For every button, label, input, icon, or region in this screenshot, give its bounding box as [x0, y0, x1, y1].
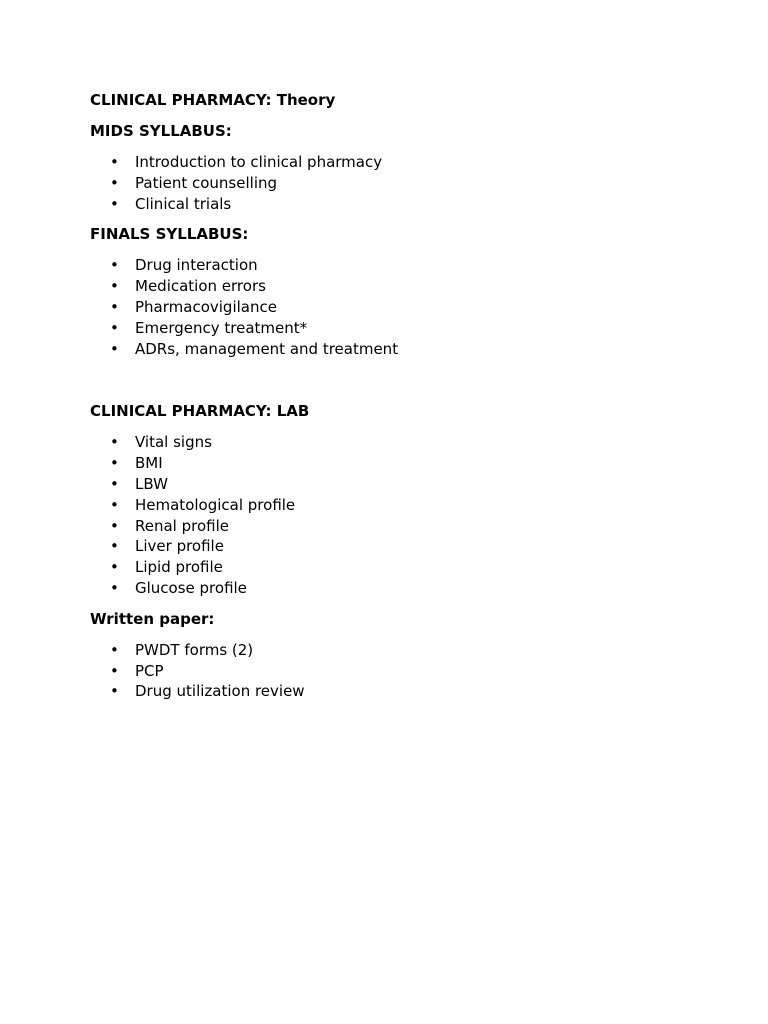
lab-title: CLINICAL PHARMACY: LAB — [90, 402, 310, 421]
list-item-text: Introduction to clinical pharmacy — [135, 153, 383, 171]
bullet-icon: • — [110, 537, 119, 556]
list-item-text: Hematological profile — [135, 495, 296, 514]
list-item-text: Clinical trials — [135, 194, 232, 213]
mids-syllabus-heading: MIDS SYLLABUS: — [90, 122, 232, 140]
list-item — [90, 474, 690, 495]
list-item-text: LBW — [135, 474, 168, 493]
list-item-text: Drug interaction — [135, 256, 258, 275]
list-item — [90, 432, 690, 453]
list-item — [90, 536, 690, 557]
bullet-icon: • — [110, 339, 119, 358]
section-spacer — [90, 369, 690, 401]
bullet-icon: • — [110, 578, 119, 597]
list-item — [90, 152, 690, 173]
list-item-text: Emergency treatment* — [135, 318, 308, 337]
list-item-text: Renal profile — [135, 516, 229, 535]
written-paper-list — [90, 640, 690, 702]
list-item — [90, 681, 690, 702]
list-item — [90, 339, 690, 360]
bullet-icon: • — [110, 474, 119, 493]
list-item — [90, 297, 690, 318]
mids-syllabus-list — [90, 152, 690, 214]
bullet-icon: • — [110, 277, 119, 296]
bullet-icon: • — [110, 558, 119, 577]
list-item — [90, 318, 690, 339]
lab-list — [90, 432, 690, 598]
bullet-icon: • — [110, 153, 119, 171]
list-item — [90, 276, 690, 297]
list-item-text: Glucose profile — [135, 578, 247, 597]
finals-syllabus-list — [90, 255, 690, 359]
list-item-text: PWDT forms (2) — [135, 640, 254, 659]
bullet-icon: • — [110, 318, 119, 337]
list-item-text: Patient counselling — [135, 173, 278, 192]
list-item — [90, 578, 690, 599]
bullet-icon: • — [110, 682, 119, 701]
bullet-icon: • — [110, 297, 119, 316]
list-item-text: Lipid profile — [135, 558, 223, 577]
bullet-icon: • — [110, 256, 119, 275]
list-item-text: Vital signs — [135, 433, 212, 452]
theory-title: CLINICAL PHARMACY: Theory — [90, 91, 336, 109]
bullet-icon: • — [110, 173, 119, 192]
list-item — [90, 453, 690, 474]
list-item — [90, 194, 690, 215]
bullet-icon: • — [110, 495, 119, 514]
list-item-text: ADRs, management and treatment — [135, 339, 399, 358]
list-item — [90, 661, 690, 682]
bullet-icon: • — [110, 516, 119, 535]
list-item-text: PCP — [135, 661, 164, 680]
written-paper-heading: Written paper: — [90, 609, 215, 628]
bullet-icon: • — [110, 454, 119, 473]
document-page — [90, 90, 690, 712]
list-item-text: Pharmacovigilance — [135, 297, 277, 316]
list-item — [90, 255, 690, 276]
list-item — [90, 173, 690, 194]
list-item — [90, 640, 690, 661]
list-item-text: Liver profile — [135, 537, 224, 556]
bullet-icon: • — [110, 640, 119, 659]
finals-syllabus-heading: FINALS SYLLABUS: — [90, 225, 249, 244]
list-item — [90, 516, 690, 537]
bullet-icon: • — [110, 194, 119, 213]
list-item-text: BMI — [135, 454, 163, 473]
list-item-text: Drug utilization review — [135, 682, 305, 701]
bullet-icon: • — [110, 433, 119, 452]
list-item-text: Medication errors — [135, 277, 266, 296]
list-item — [90, 557, 690, 578]
list-item — [90, 495, 690, 516]
bullet-icon: • — [110, 661, 119, 680]
